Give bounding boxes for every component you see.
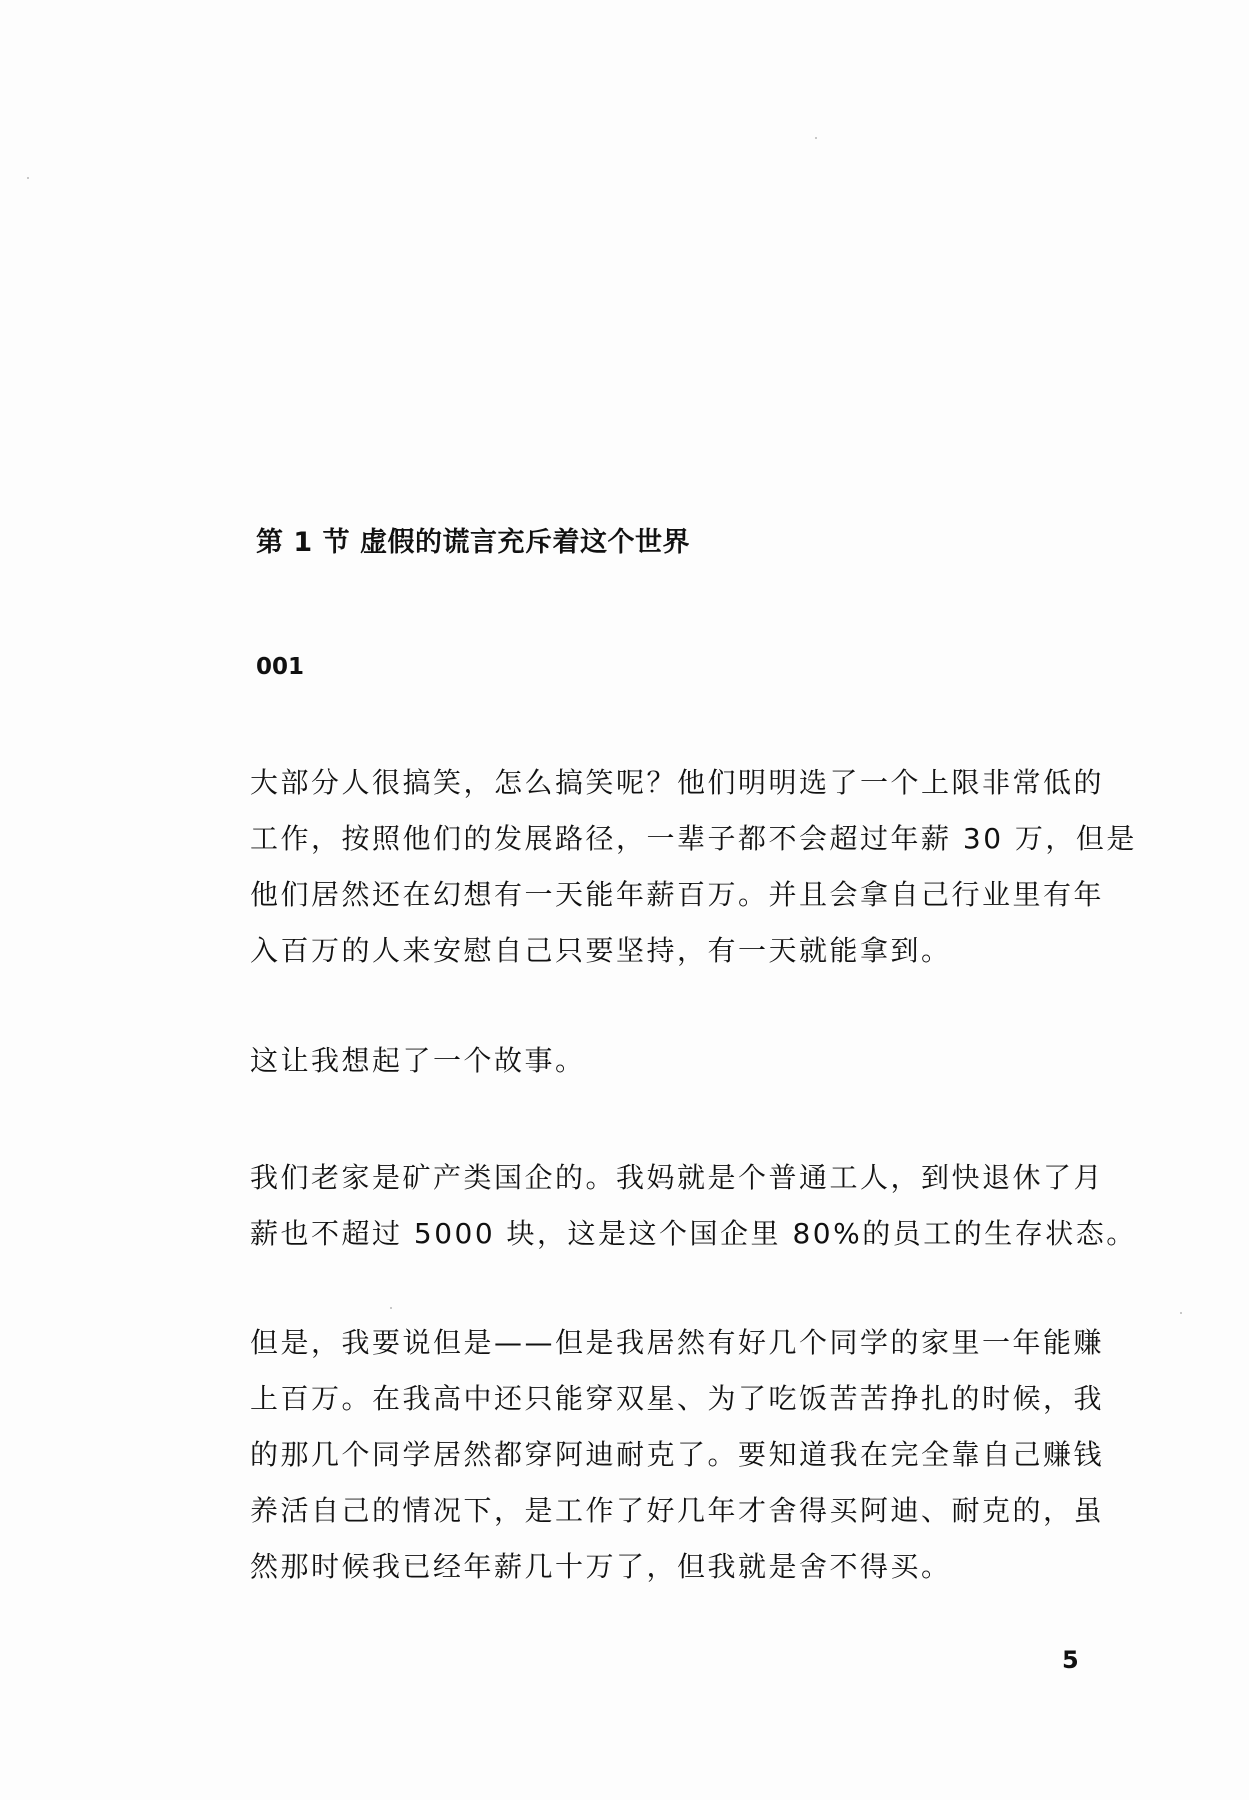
paragraph-line: 我们老家是矿产类国企的。我妈就是个普通工人，到快退休了月 [250,1161,1105,1194]
scan-speck [390,1307,392,1309]
paragraph-line: 上百万。在我高中还只能穿双星、为了吃饭苦苦挣扎的时候，我 [250,1382,1105,1415]
paragraph-line: 他们居然还在幻想有一天能年薪百万。并且会拿自己行业里有年 [250,878,1105,911]
paragraph [250,1033,1100,1089]
scan-speck [1180,1312,1182,1314]
paragraph-line: 的那几个同学居然都穿阿迪耐克了。要知道我在完全靠自己赚钱 [250,1438,1105,1471]
paragraph-line: 然那时候我已经年薪几十万了，但我就是舍不得买。 [250,1550,952,1583]
paragraph [250,1315,1105,1595]
paragraph-line: 大部分人很搞笑，怎么搞笑呢？他们明明选了一个上限非常低的 [250,766,1105,799]
paragraph-line: 但是，我要说但是——但是我居然有好几个同学的家里一年能赚 [250,1326,1105,1359]
paragraph-line: 薪也不超过 5000 块，这是这个国企里 80%的员工的生存状态。 [250,1217,1137,1250]
section-title: 第 1 节 虚假的谎言充斥着这个世界 [256,527,690,558]
section-number: 001 [256,654,305,680]
paragraph-line: 养活自己的情况下，是工作了好几年才舍得买阿迪、耐克的，虽 [250,1494,1105,1527]
scan-speck [27,177,29,179]
scan-speck [815,137,817,139]
page-number: 5 [1062,1646,1079,1674]
paragraph [250,1150,1137,1262]
paragraph-line: 入百万的人来安慰自己只要坚持，有一天就能拿到。 [250,934,952,967]
paragraph-line: 工作，按照他们的发展路径，一辈子都不会超过年薪 30 万，但是 [250,822,1137,855]
paragraph [250,755,1137,979]
paragraph-line: 这让我想起了一个故事。 [250,1044,586,1077]
